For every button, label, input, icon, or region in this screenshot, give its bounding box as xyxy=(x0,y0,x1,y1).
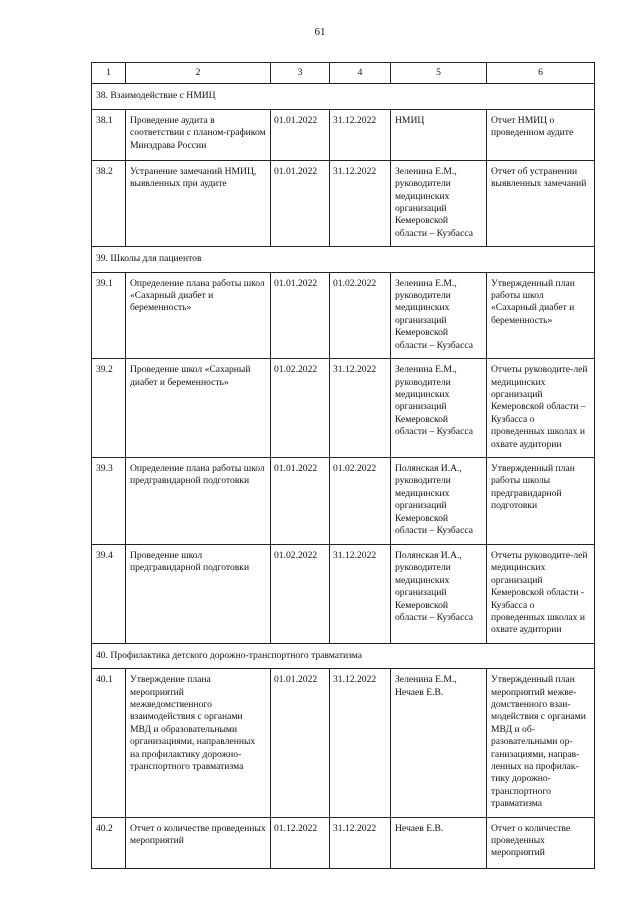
responsible-cell: Зеленина Е.М., Нечаев Е.В. xyxy=(391,669,487,817)
task-cell: Утверждение плана мероприятий межведомственного взаимодействия с органами МВД и образовательными организациями, направленных на профилактику дорожно-транспортного травматизма xyxy=(126,669,271,817)
responsible-cell: НМИЦ xyxy=(391,109,487,160)
end-date: 31.12.2022 xyxy=(330,109,391,160)
section-row xyxy=(92,84,595,109)
responsible-cell: Нечаев Е.В. xyxy=(391,817,487,868)
responsible-cell: Зеленина Е.М., руководители медицинских организаций Кемеровской области – Кузбасса xyxy=(391,359,487,458)
table-row xyxy=(92,272,595,358)
task-cell: Проведение школ «Сахарный диабет и беременность» xyxy=(126,359,271,458)
header-cell: 1 xyxy=(92,63,126,84)
responsible-cell: Полянская И.А., руководители медицинских организаций Кемеровской области – Кузбасса xyxy=(391,544,487,643)
start-date: 01.01.2022 xyxy=(271,457,330,544)
section-title: 38. Взаимодействие с НМИЦ xyxy=(92,84,595,109)
result-cell: Отчет об устранении выявленных замечаний xyxy=(487,160,595,246)
plan-table xyxy=(91,62,595,869)
start-date: 01.12.2022 xyxy=(271,817,330,868)
row-number: 39.1 xyxy=(92,272,126,358)
result-cell: Отчет НМИЦ о проведенном аудите xyxy=(487,109,595,160)
row-number: 40.2 xyxy=(92,817,126,868)
table-row xyxy=(92,160,595,246)
header-cell: 5 xyxy=(391,63,487,84)
table-row xyxy=(92,359,595,458)
task-cell: Отчет о количестве проведенных мероприятий xyxy=(126,817,271,868)
table-row xyxy=(92,109,595,160)
section-row xyxy=(92,247,595,272)
end-date: 31.12.2022 xyxy=(330,359,391,458)
start-date: 01.02.2022 xyxy=(271,359,330,458)
header-cell: 4 xyxy=(330,63,391,84)
section-title: 39. Школы для пациентов xyxy=(92,247,595,272)
start-date: 01.02.2022 xyxy=(271,544,330,643)
task-cell: Проведение школ предгравидарной подготовки xyxy=(126,544,271,643)
end-date: 31.12.2022 xyxy=(330,544,391,643)
table-row xyxy=(92,817,595,868)
task-cell: Устранение замечаний НМИЦ, выявленных при аудите xyxy=(126,160,271,246)
header-cell: 6 xyxy=(487,63,595,84)
start-date: 01.01.2022 xyxy=(271,669,330,817)
row-number: 39.3 xyxy=(92,457,126,544)
row-number: 40.1 xyxy=(92,669,126,817)
end-date: 31.12.2022 xyxy=(330,817,391,868)
row-number: 38.2 xyxy=(92,160,126,246)
result-cell: Отчеты руководите-лей медицинских организаций Кемеровской области - Кузбасса о проведенных школах и охвате аудитории xyxy=(487,544,595,643)
row-number: 39.4 xyxy=(92,544,126,643)
header-cell: 3 xyxy=(271,63,330,84)
responsible-cell: Зеленина Е.М., руководители медицинских организаций Кемеровской области – Кузбасса xyxy=(391,160,487,246)
responsible-cell: Зеленина Е.М., руководители медицинских организаций Кемеровской области – Кузбасса xyxy=(391,272,487,358)
task-cell: Проведение аудита в соответствии с планом-графиком Минздрава России xyxy=(126,109,271,160)
result-cell: Утвержденный план работы школы предгравидарной подготовки xyxy=(487,457,595,544)
page-number: 61 xyxy=(314,26,326,38)
start-date: 01.01.2022 xyxy=(271,109,330,160)
header-row xyxy=(92,63,595,84)
result-cell: Отчеты руководите-лей медицинских организаций Кемеровской области – Кузбасса о проведенных школах и охвате аудитории xyxy=(487,359,595,458)
result-cell: Утвержденный план работы школ «Сахарный диабет и беременность» xyxy=(487,272,595,358)
section-title: 40. Профилактика детского дорожно-транспортного травматизма xyxy=(92,643,595,668)
section-row xyxy=(92,643,595,668)
task-cell: Определение плана работы школ «Сахарный диабет и беременность» xyxy=(126,272,271,358)
table-row xyxy=(92,457,595,544)
row-number: 38.1 xyxy=(92,109,126,160)
row-number: 39.2 xyxy=(92,359,126,458)
responsible-cell: Полянская И.А., руководители медицинских организаций Кемеровской области – Кузбасса xyxy=(391,457,487,544)
start-date: 01.01.2022 xyxy=(271,272,330,358)
table-row xyxy=(92,669,595,817)
header-cell: 2 xyxy=(126,63,271,84)
end-date: 31.12.2022 xyxy=(330,669,391,817)
end-date: 31.12.2022 xyxy=(330,160,391,246)
table-row xyxy=(92,544,595,643)
end-date: 01.02.2022 xyxy=(330,457,391,544)
task-cell: Определение плана работы школ предгравидарной подготовки xyxy=(126,457,271,544)
result-cell: Утвержденный план мероприятий межве-домственного взаи-модействия с органами МВД и об-разовательными ор-ганизациями, направ-ленных на профилак-тику дорожно-транспортного травматизма xyxy=(487,669,595,817)
result-cell: Отчет о количестве проведенных мероприятий xyxy=(487,817,595,868)
end-date: 01.02.2022 xyxy=(330,272,391,358)
start-date: 01.01.2022 xyxy=(271,160,330,246)
